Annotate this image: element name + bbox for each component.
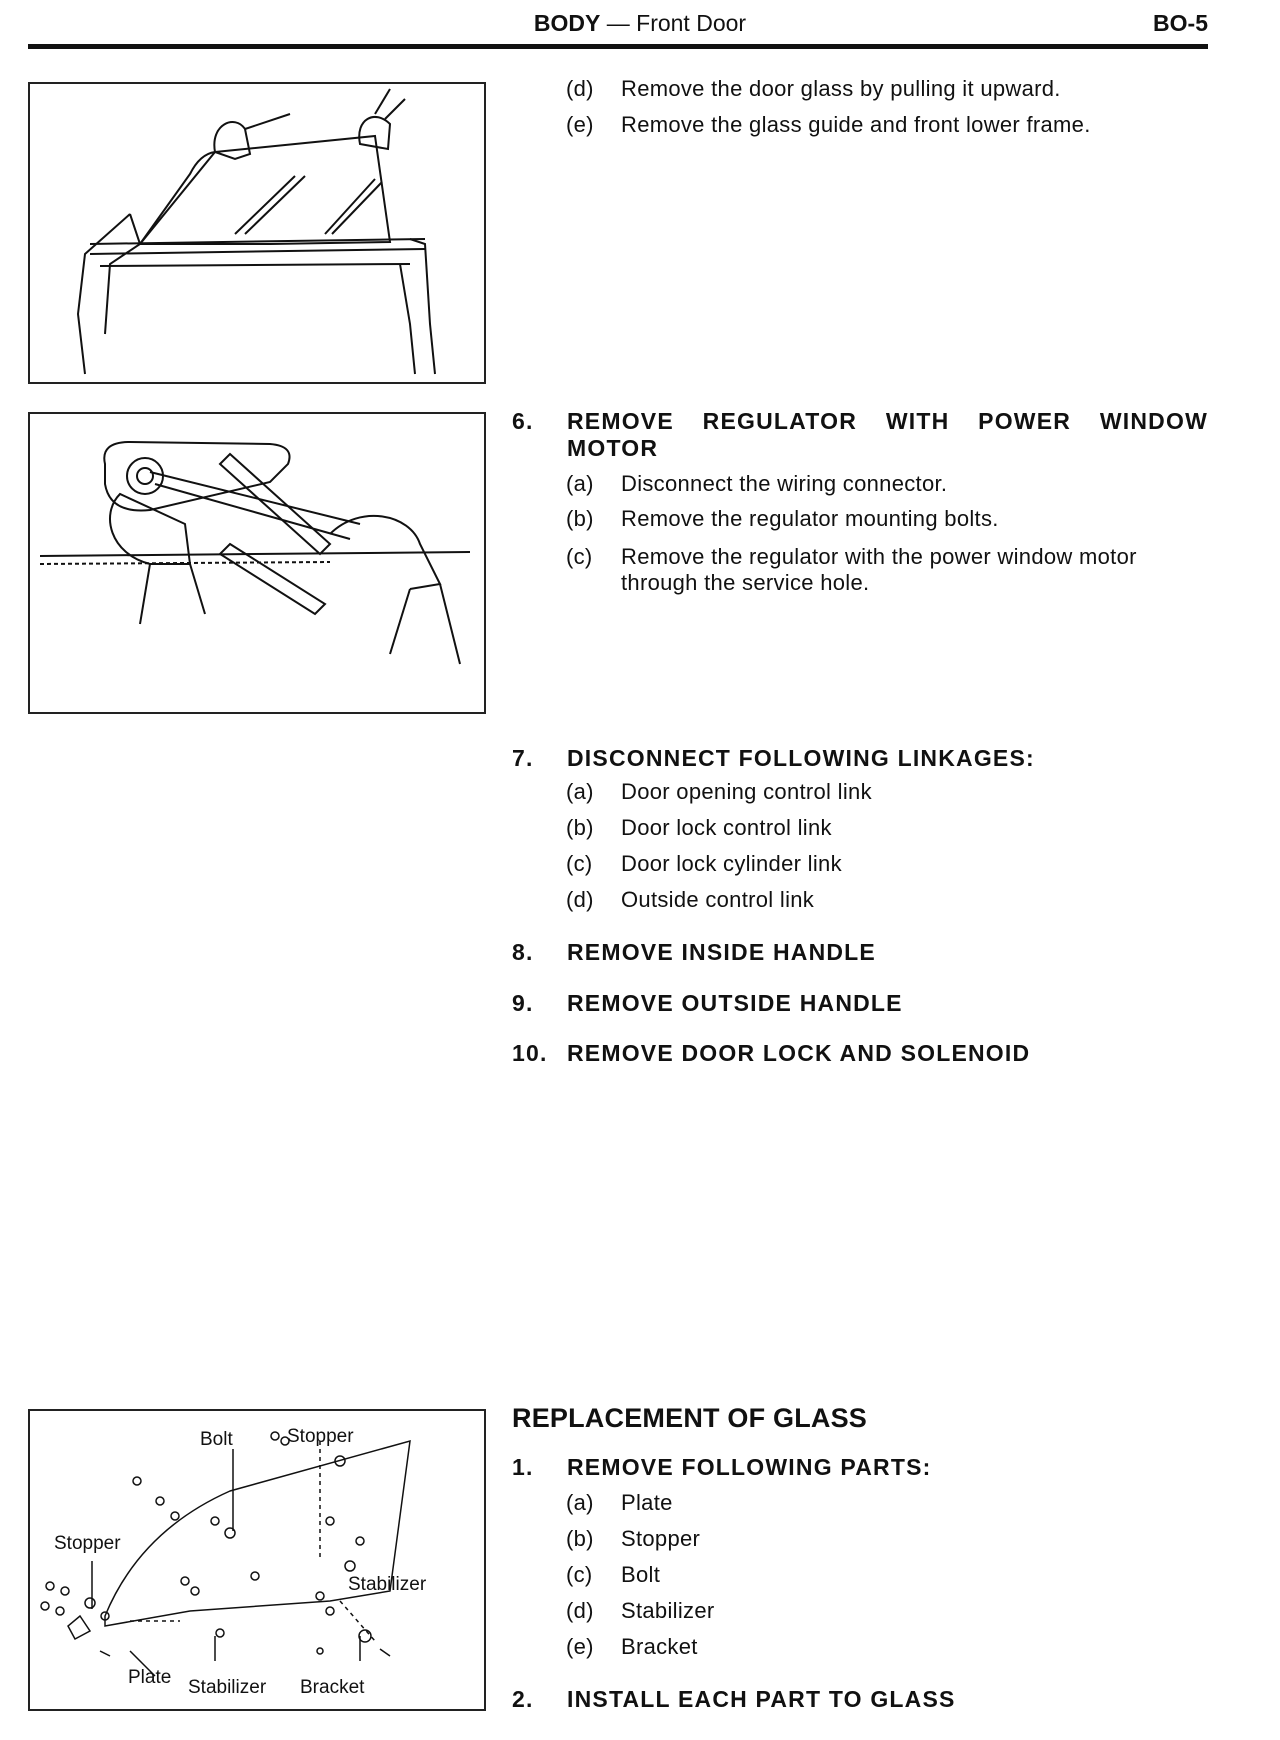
replacement-step-1e-letter: (e) — [566, 1634, 594, 1659]
step-7-number: 7. — [512, 745, 534, 771]
replacement-step-1d-letter: (d) — [566, 1598, 594, 1623]
step-8-title — [512, 939, 876, 966]
step-7c-text: Door lock cylinder link — [621, 851, 842, 876]
step-6c-text2: through the service hole. — [621, 570, 870, 595]
step-7-title-text: DISCONNECT FOLLOWING LINKAGES: — [567, 745, 1035, 771]
replacement-step-1-title — [512, 1454, 932, 1481]
replacement-step-2-number: 2. — [512, 1686, 534, 1712]
step-7a — [566, 779, 872, 805]
step-8-number: 8. — [512, 939, 534, 965]
step-6-title-line1: REMOVE REGULATOR WITH POWER WINDOW — [567, 408, 1208, 434]
step-5d-text: Remove the door glass by pulling it upward. — [621, 76, 1061, 101]
step-7b-letter: (b) — [566, 815, 594, 840]
step-6-title — [512, 408, 1208, 462]
label-stabilizer-bottom: Stabilizer — [188, 1677, 267, 1698]
step-5d-letter: (d) — [566, 76, 594, 101]
label-stabilizer-right: Stabilizer — [348, 1574, 427, 1595]
replacement-step-1a-letter: (a) — [566, 1490, 594, 1515]
page-header-title — [0, 10, 1280, 37]
step-5e — [566, 112, 1091, 138]
label-bracket: Bracket — [300, 1677, 365, 1698]
step-9-title-text: REMOVE OUTSIDE HANDLE — [567, 990, 903, 1016]
replacement-step-2-title-text: INSTALL EACH PART TO GLASS — [567, 1686, 956, 1712]
step-10-title-text: REMOVE DOOR LOCK AND SOLENOID — [567, 1040, 1031, 1066]
replacement-step-1b — [566, 1526, 700, 1552]
step-7a-letter: (a) — [566, 779, 594, 804]
door-glass-illustration — [30, 84, 484, 382]
step-7a-text: Door opening control link — [621, 779, 872, 804]
replacement-step-2-title — [512, 1686, 956, 1713]
step-9-number: 9. — [512, 990, 534, 1016]
step-6c — [566, 544, 1137, 596]
section-heading-replacement: REPLACEMENT OF GLASS — [512, 1403, 868, 1433]
header-subsection: Front Door — [636, 10, 747, 36]
replacement-step-1e-text: Bracket — [621, 1634, 698, 1659]
header-rule — [28, 44, 1208, 49]
step-6a-letter: (a) — [566, 471, 594, 496]
label-stopper-top: Stopper — [287, 1426, 354, 1447]
figure-glass-parts — [28, 1409, 486, 1711]
replacement-step-1c-letter: (c) — [566, 1562, 593, 1587]
step-7d — [566, 887, 814, 913]
header-dash: — — [606, 10, 630, 36]
step-7c-letter: (c) — [566, 851, 593, 876]
step-6c-letter: (c) — [566, 544, 593, 569]
label-bolt: Bolt — [200, 1429, 233, 1450]
step-7d-letter: (d) — [566, 887, 594, 912]
replacement-step-1c-text: Bolt — [621, 1562, 661, 1587]
step-10-title — [512, 1040, 1030, 1067]
step-9-title — [512, 990, 903, 1017]
header-section: BODY — [533, 10, 601, 36]
replacement-step-1e — [566, 1634, 698, 1660]
figure-regulator-removal — [28, 412, 486, 714]
replacement-step-1-title-text: REMOVE FOLLOWING PARTS: — [567, 1454, 932, 1480]
step-10-number: 10. — [512, 1040, 548, 1066]
step-6-title-line2: MOTOR — [567, 435, 659, 461]
step-7d-text: Outside control link — [621, 887, 815, 912]
replacement-step-1b-text: Stopper — [621, 1526, 701, 1551]
step-5e-text: Remove the glass guide and front lower frame. — [621, 112, 1091, 137]
step-8-title-text: REMOVE INSIDE HANDLE — [567, 939, 876, 965]
step-6b — [566, 506, 999, 532]
step-7b-text: Door lock control link — [621, 815, 832, 840]
regulator-illustration — [30, 414, 484, 712]
step-6-number: 6. — [512, 408, 534, 434]
step-6b-text: Remove the regulator mounting bolts. — [621, 506, 999, 531]
replacement-step-1b-letter: (b) — [566, 1526, 594, 1551]
figure-door-glass-removal — [28, 82, 486, 384]
replacement-step-1d — [566, 1598, 714, 1624]
replacement-step-1a-text: Plate — [621, 1490, 673, 1515]
step-7-title — [512, 745, 1035, 772]
step-6c-text: Remove the regulator with the power window motor — [621, 544, 1137, 569]
step-6a — [566, 471, 947, 497]
replacement-step-1-number: 1. — [512, 1454, 534, 1480]
step-5d — [566, 76, 1061, 102]
replacement-step-1a — [566, 1490, 673, 1516]
step-6b-letter: (b) — [566, 506, 594, 531]
step-7c — [566, 851, 842, 877]
replacement-step-1c — [566, 1562, 660, 1588]
step-6a-text: Disconnect the wiring connector. — [621, 471, 948, 496]
step-7b — [566, 815, 832, 841]
page-code: BO-5 — [1153, 10, 1208, 36]
label-stopper-left: Stopper — [54, 1533, 121, 1554]
label-plate: Plate — [128, 1667, 172, 1688]
glass-parts-diagram — [30, 1411, 484, 1709]
replacement-step-1d-text: Stabilizer — [621, 1598, 715, 1623]
step-5e-letter: (e) — [566, 112, 594, 137]
